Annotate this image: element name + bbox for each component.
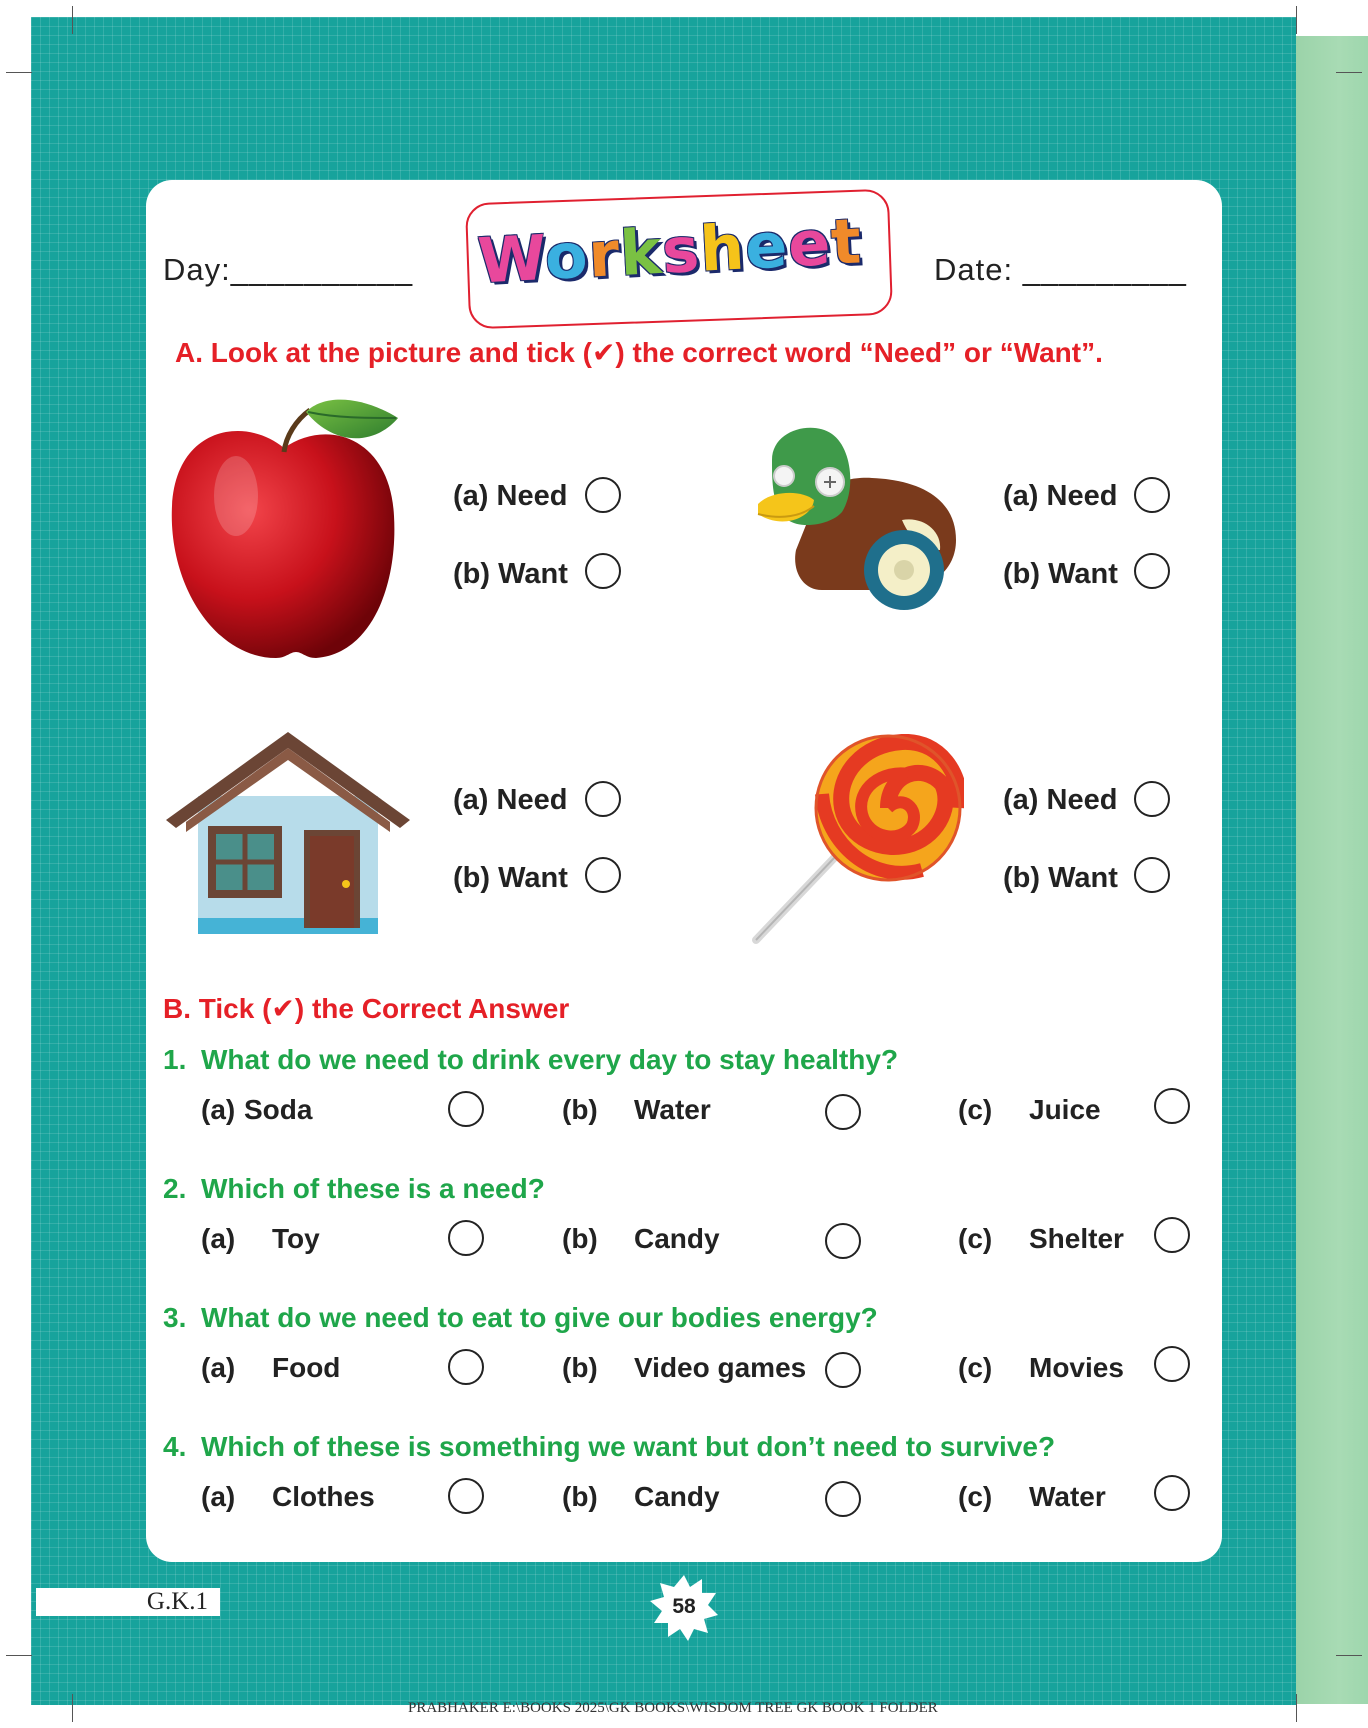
q2-c-radio[interactable] [1154,1217,1190,1253]
q-a3-option-b: (b) Want [453,862,568,894]
toy-duck-image [752,420,964,616]
side-strip [1296,36,1368,1704]
title-letter: s [660,212,702,288]
q1-a-text: Soda [244,1094,313,1125]
q-a4-need-radio[interactable] [1134,781,1170,817]
question-4-number: 4. [163,1431,187,1462]
crop-mark [72,6,73,34]
subject-label: G.K.1 [36,1588,220,1616]
q4-c-text: Water [1029,1481,1106,1512]
q1-c-letter: (c) [958,1094,993,1125]
question-1-number: 1. [163,1044,187,1075]
section-a-heading: A. Look at the picture and tick (✔) the correct word “Need” or “Want”. [175,337,1103,368]
day-label[interactable]: Day:__________ [163,252,414,287]
q3-a-text: Food [272,1352,341,1383]
q-a3-need-radio[interactable] [585,781,621,817]
q-a1-need-radio[interactable] [585,477,621,513]
q-a4-option-b: (b) Want [1003,862,1118,894]
question-3-number: 3. [163,1302,187,1333]
q-a2-option-a: (a) Need [1003,480,1118,512]
crop-mark [72,1694,73,1722]
q2-b-text: Candy [634,1223,720,1254]
q4-b-letter: (b) [562,1481,598,1512]
lollipop-image [752,734,964,944]
q-a2-option-b: (b) Want [1003,558,1118,590]
q1-b-text: Water [634,1094,711,1125]
crop-mark [1296,6,1297,34]
q1-a-letter: (a) [201,1094,236,1125]
q-a1-want-radio[interactable] [585,553,621,589]
q4-a-text: Clothes [272,1481,375,1512]
page-number: 58 [672,1595,696,1618]
q4-b-radio[interactable] [825,1481,861,1517]
house-image [166,732,410,938]
q1-c-radio[interactable] [1154,1088,1190,1124]
q1-b-radio[interactable] [825,1094,861,1130]
q-a1-option-a: (a) Need [453,480,568,512]
title-letter: r [586,217,622,292]
q4-b-text: Candy [634,1481,720,1512]
title-letter: t [829,204,864,279]
q3-b-letter: (b) [562,1352,598,1383]
q2-a-text: Toy [272,1223,320,1254]
q3-b-radio[interactable] [825,1352,861,1388]
q-a2-want-radio[interactable] [1134,553,1170,589]
question-4-text: Which of these is something we want but don’t need to survive? [201,1431,1056,1462]
q4-c-letter: (c) [958,1481,993,1512]
crop-mark [1336,1655,1362,1656]
q4-a-radio[interactable] [448,1478,484,1514]
q1-c-text: Juice [1029,1094,1101,1125]
question-2-text: Which of these is a need? [201,1173,545,1204]
print-path: PRABHAKER E:\BOOKS 2025\GK BOOKS\WISDOM TREE GK BOOK 1 FOLDER [408,1700,938,1716]
q-a4-option-a: (a) Need [1003,784,1118,816]
q4-a-letter: (a) [201,1481,236,1512]
q2-b-radio[interactable] [825,1223,861,1259]
title-letter: e [743,208,791,284]
q-a3-want-radio[interactable] [585,857,621,893]
crop-mark [1296,1694,1297,1722]
q3-c-radio[interactable] [1154,1346,1190,1382]
q3-b-text: Video games [634,1352,807,1383]
q1-a-radio[interactable] [448,1091,484,1127]
q3-c-letter: (c) [958,1352,993,1383]
question-3-text: What do we need to eat to give our bodies energy? [201,1302,878,1333]
apple-image [166,396,402,664]
q-a4-want-radio[interactable] [1134,857,1170,893]
question-1-text: What do we need to drink every day to stay healthy? [201,1044,899,1075]
title-letter: k [618,214,665,290]
q2-c-text: Shelter [1029,1223,1124,1254]
title-letter: h [698,210,748,286]
crop-mark [1336,72,1362,73]
q-a3-option-a: (a) Need [453,784,568,816]
title-letter: o [543,218,591,294]
q1-b-letter: (b) [562,1094,598,1125]
title-letter: e [786,206,834,282]
q-a1-option-b: (b) Want [453,558,568,590]
crop-mark [6,1655,32,1656]
q4-c-radio[interactable] [1154,1475,1190,1511]
q3-c-text: Movies [1029,1352,1124,1383]
q2-a-radio[interactable] [448,1220,484,1256]
question-2-number: 2. [163,1173,187,1204]
crop-mark [6,72,32,73]
date-label[interactable]: Date: _________ [934,252,1187,287]
q3-a-radio[interactable] [448,1349,484,1385]
title-letter: W [475,221,547,298]
q2-b-letter: (b) [562,1223,598,1254]
q2-a-letter: (a) [201,1223,236,1254]
section-b-heading: B. Tick (✔) the Correct Answer [163,993,570,1024]
q2-c-letter: (c) [958,1223,993,1254]
q3-a-letter: (a) [201,1352,236,1383]
q-a2-need-radio[interactable] [1134,477,1170,513]
